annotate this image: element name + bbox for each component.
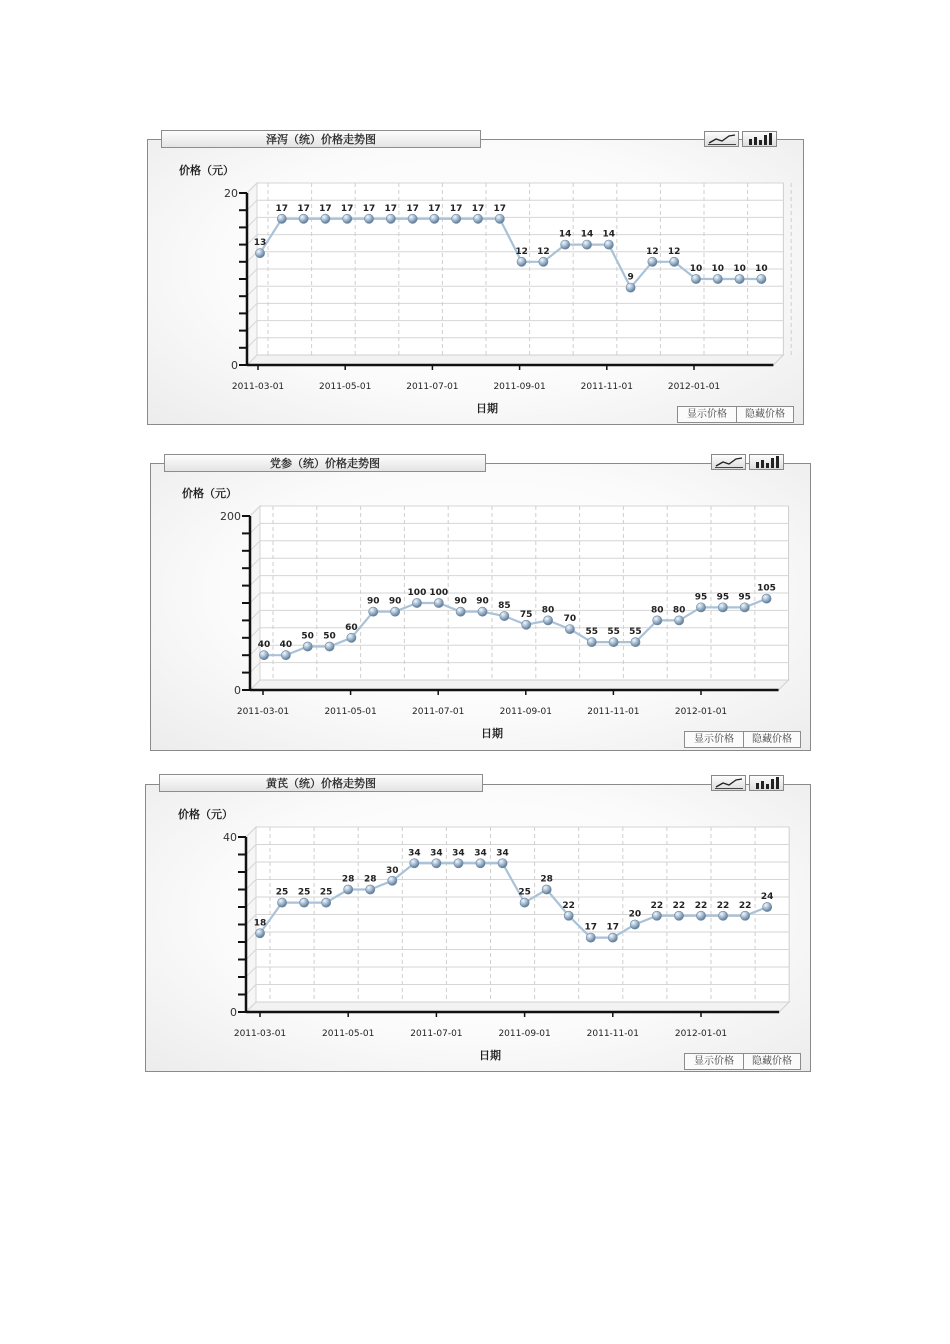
x-axis-label: 日期 [476,402,498,415]
data-label: 90 [388,596,402,607]
data-label: 14 [558,229,572,240]
data-label: 12 [537,246,550,257]
data-label: 34 [430,848,443,859]
y-tick-label: 0 [231,359,238,372]
data-label: 22 [672,900,686,911]
data-label: 17 [362,203,376,214]
data-label: 30 [386,865,399,876]
data-label: 55 [585,627,599,638]
data-label: 25 [297,887,311,898]
data-label: 75 [519,609,533,620]
data-label: 14 [602,229,616,240]
x-tick-label: 2012-01-01 [674,707,728,717]
data-label: 24 [760,892,774,902]
y-axis-label: 价格（元） [179,164,234,177]
data-label: 50 [301,631,314,642]
data-label: 34 [408,848,421,859]
data-label: 50 [323,631,336,642]
data-label: 12 [667,246,681,257]
data-label: 60 [345,622,358,633]
hide-price-button[interactable]: 隐藏价格 [744,731,801,748]
x-tick-label: 2011-09-01 [499,707,552,717]
data-point [344,885,353,894]
data-label: 28 [540,874,553,885]
data-label: 55 [607,627,620,638]
data-label: 22 [562,900,575,911]
data-point [410,859,419,868]
data-point [388,876,397,885]
data-label: 25 [275,887,289,898]
data-label: 17 [606,922,620,933]
data-label: 10 [733,264,746,274]
data-label: 17 [297,203,310,214]
data-point [763,902,772,911]
y-tick-label: 0 [230,1006,237,1019]
data-label: 34 [474,848,487,859]
data-label: 17 [584,922,598,933]
x-axis-label: 日期 [481,727,503,740]
data-label: 17 [275,203,289,214]
data-label: 95 [716,592,730,603]
x-tick-label: 2011-03-01 [231,382,285,392]
x-tick-label: 2011-09-01 [493,382,546,392]
x-tick-label: 2011-09-01 [498,1029,551,1039]
data-label: 17 [493,203,507,214]
data-point [300,898,309,907]
data-label: 90 [476,596,489,607]
data-label: 95 [738,592,751,603]
data-label: 22 [694,900,708,911]
data-point [630,920,639,929]
data-label: 28 [341,874,355,885]
data-point [322,898,331,907]
y-tick-label: 20 [224,187,238,200]
data-label: 17 [471,203,485,214]
data-label: 12 [646,246,659,257]
y-tick-label: 0 [234,684,241,697]
chart-title: 泽泻（统）价格走势图 [161,130,481,148]
data-point [366,885,375,894]
data-label: 10 [711,264,725,274]
data-label: 105 [757,583,776,594]
data-label: 95 [694,592,708,603]
x-tick-label: 2011-07-01 [412,707,465,717]
data-label: 17 [449,203,463,214]
plot-floor [246,1002,789,1012]
y-tick-label: 40 [223,831,237,844]
x-tick-label: 2012-01-01 [674,1029,728,1039]
data-label: 70 [563,614,577,625]
data-label: 17 [406,203,419,214]
x-axis-label: 日期 [479,1049,501,1062]
x-tick-label: 2011-05-01 [322,1029,375,1039]
chart-title: 党参（统）价格走势图 [164,454,486,472]
data-point [564,911,573,920]
y-axis-label: 价格（元） [182,487,237,500]
data-label: 34 [452,848,465,859]
x-tick-label: 2011-07-01 [406,382,459,392]
y-tick-label: 200 [220,510,241,523]
data-label: 10 [689,264,703,274]
data-point [652,911,661,920]
data-label: 85 [498,601,511,612]
data-point [255,929,264,938]
x-tick-label: 2012-01-01 [667,382,721,392]
data-point [520,898,529,907]
data-point [741,911,750,920]
data-label: 22 [716,900,730,911]
data-label: 14 [580,229,594,240]
data-point [674,911,683,920]
data-point [277,898,286,907]
data-label: 80 [651,605,664,616]
data-point [696,911,705,920]
data-label: 34 [496,848,509,859]
data-label: 17 [340,203,354,214]
chart-title: 黄芪（统）价格走势图 [159,774,483,792]
x-tick-label: 2011-03-01 [233,1029,287,1039]
show-price-button[interactable]: 显示价格 [677,406,737,423]
hide-price-button[interactable]: 隐藏价格 [744,1053,801,1070]
data-point [586,933,595,942]
show-price-button[interactable]: 显示价格 [684,731,744,748]
x-tick-label: 2011-07-01 [410,1029,463,1039]
data-label: 90 [454,596,467,607]
data-label: 55 [629,627,642,638]
data-label: 13 [253,238,267,249]
data-label: 40 [279,640,293,651]
x-tick-label: 2011-03-01 [236,707,290,717]
x-tick-label: 2011-05-01 [324,707,377,717]
data-label: 20 [628,909,642,920]
data-point [476,859,485,868]
data-point [608,933,617,942]
data-label: 80 [672,605,686,616]
data-label: 80 [541,605,555,616]
data-label: 25 [319,887,333,898]
data-label: 100 [407,588,427,598]
data-label: 12 [515,246,528,257]
data-label: 40 [257,640,271,651]
data-label: 100 [429,588,449,598]
x-tick-label: 2011-11-01 [580,382,633,392]
data-label: 90 [366,596,380,607]
x-tick-label: 2011-11-01 [587,707,640,717]
x-tick-label: 2011-05-01 [319,382,372,392]
y-axis-label: 价格（元） [178,808,233,821]
data-point [432,859,441,868]
data-label: 28 [363,874,377,885]
data-label: 9 [627,272,634,283]
show-price-button[interactable]: 显示价格 [684,1053,744,1070]
data-point [454,859,463,868]
x-tick-label: 2011-11-01 [586,1029,639,1039]
data-label: 18 [253,918,267,929]
data-point [718,911,727,920]
data-label: 17 [384,203,398,214]
data-label: 10 [755,264,768,274]
data-label: 22 [738,900,752,911]
hide-price-button[interactable]: 隐藏价格 [737,406,794,423]
data-label: 25 [518,887,531,898]
data-point [542,885,551,894]
data-label: 17 [319,203,332,214]
data-point [498,859,507,868]
data-label: 22 [650,900,664,911]
data-label: 17 [428,203,441,214]
